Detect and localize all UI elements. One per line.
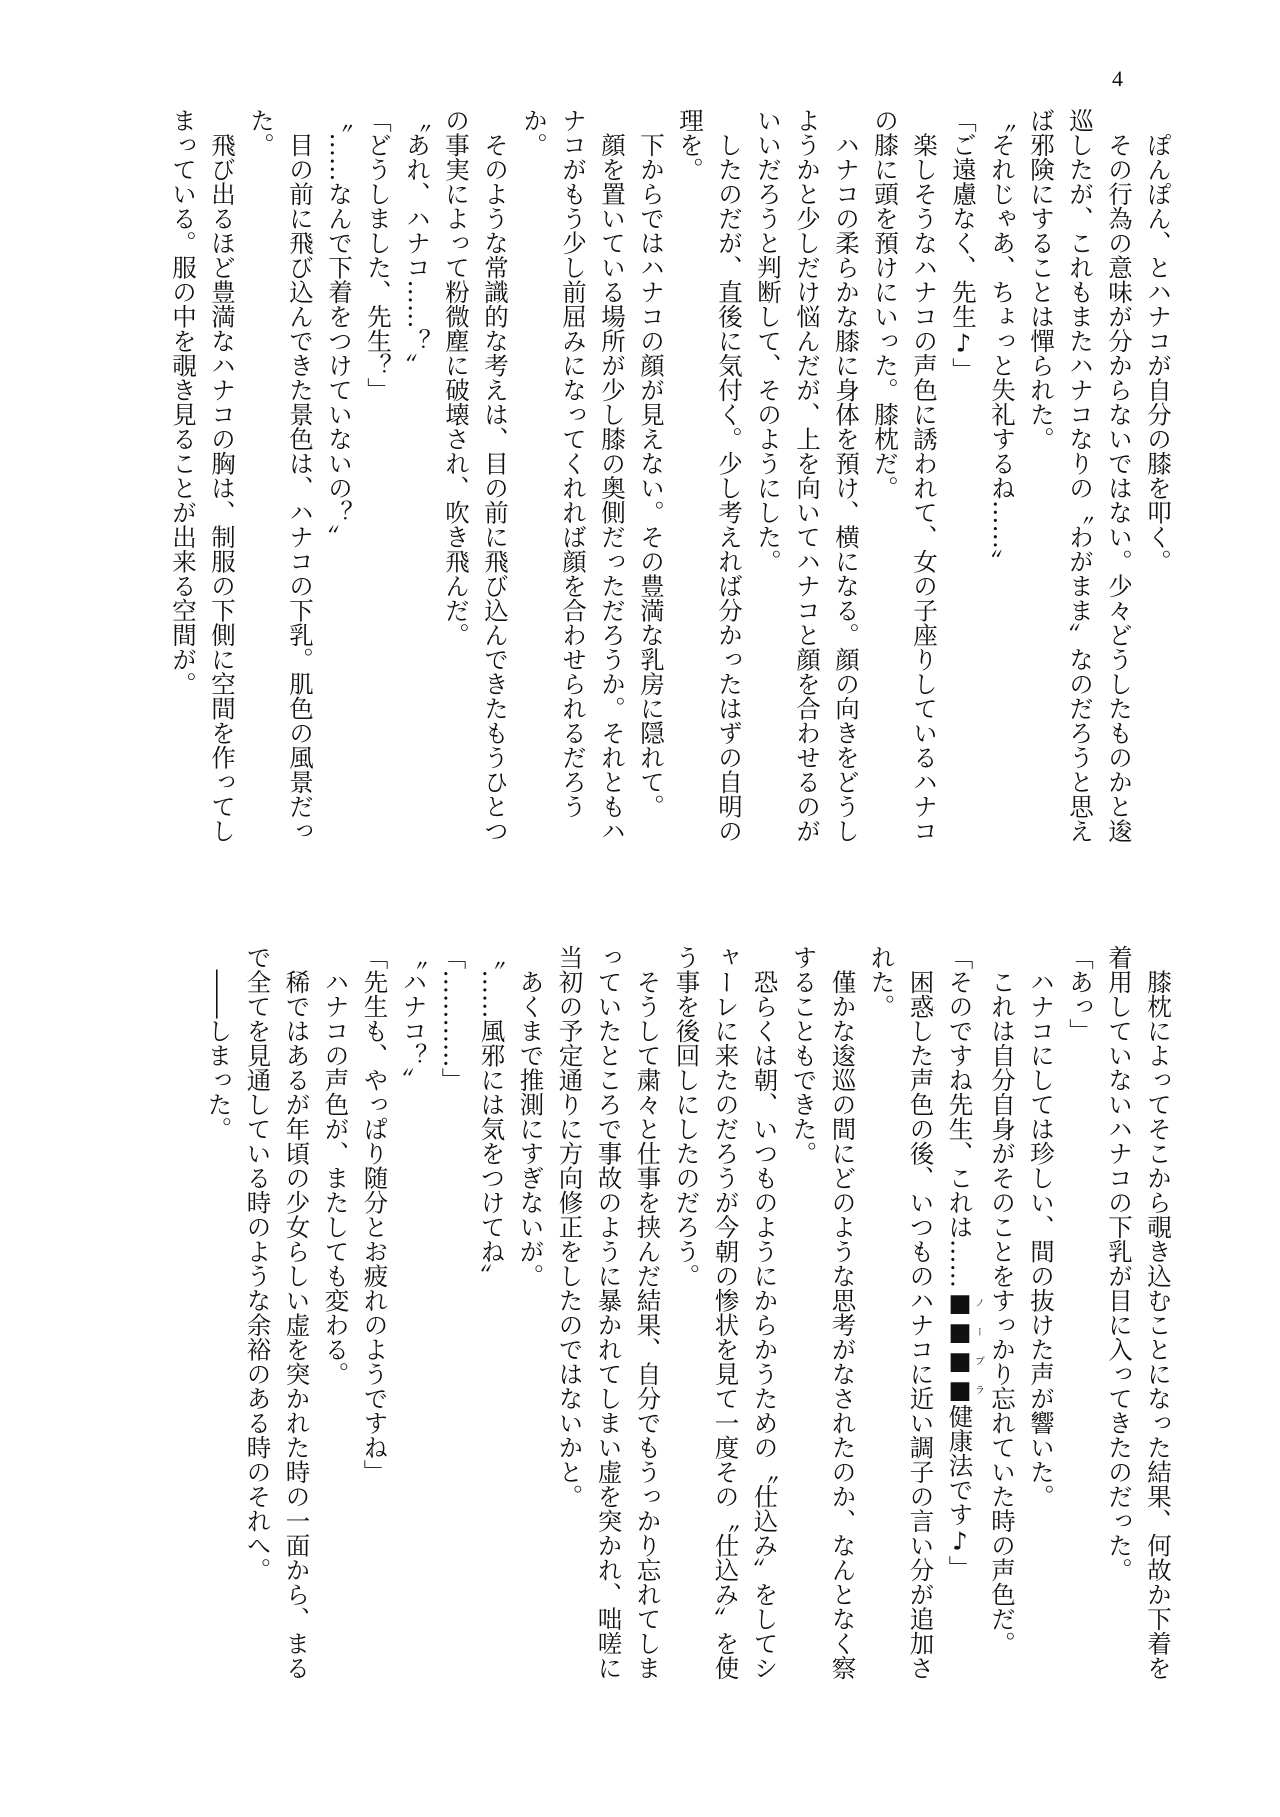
paragraph: 下からではハナコの顔が見えない。その豊満な乳房に隠れて。 — [637, 108, 666, 819]
paragraph: 顔を置いている場所が少し膝の奥側だっただろうか。それともハナコがもう少し前屈みになってくれれば顔を合わせられるだろうか。 — [520, 108, 627, 843]
ruby-line-before: 「そのですね先生、これは…… — [945, 945, 975, 1288]
paragraph: その行為の意味が分からないではない。少々どうしたものかと逡巡したが、これもまたハナコなりの〝わがまま〟なのだろうと思えば邪険にすることは憚られた。 — [1027, 108, 1134, 843]
paragraph: したのだが、直後に気付く。少し考えれば分かったはずの自明の理を。 — [676, 108, 744, 843]
paragraph: そうして粛々と仕事を挟んだ結果、自分でもうっかり忘れてしまっていたところで事故のように暴かれてしまい虚を突かれ、咄嗟に当初の予定通りに方向修正をしたのではないかと。 — [555, 945, 663, 1680]
ruby-line-after: 健康法です♪」 — [945, 1404, 975, 1580]
paragraph: 僅かな逡巡の間にどのような思考がなされたのか、なんとなく察することもできた。 — [789, 945, 858, 1680]
paragraph: 〝……風邪には気をつけてね〟 — [477, 945, 507, 1288]
ruby-annotation: ノーブラ — [972, 1288, 984, 1404]
paragraph: ――しまった。 — [204, 945, 234, 1141]
bottom-text-block — [198, 945, 1178, 1680]
paragraph: 膝枕によってそこから覗き込むことになった結果、何故か下着を着用していないハナコの下乳が目に入ってきたのだった。 — [1105, 945, 1173, 1680]
paragraph: 楽しそうなハナコの声色に誘われて、女の子座りしているハナコの膝に頭を預けにいった。膝枕だ。 — [871, 108, 939, 843]
paragraph: そのような常識的な考えは、目の前に飛び込んできたもうひとつの事実によって粉微塵に破壊され、吹き飛んだ。 — [442, 108, 510, 843]
paragraph: 目の前に飛び込んできた景色は、ハナコの下乳。肌色の風景だった。 — [247, 108, 315, 843]
paragraph: ハナコの柔らかな膝に身体を預け、横になる。顔の向きをどうしようかと少しだけ悩んだが、上を向いてハナコと顔を合わせるのがいいだろうと判断して、そのようにした。 — [754, 108, 861, 843]
paragraph: 「…………」 — [438, 945, 468, 1092]
paragraph: 〝ハナコ？〟 — [399, 945, 429, 1092]
page-number: 4 — [1112, 66, 1123, 91]
paragraph: 稀ではあるが年頃の少女らしい虚を突かれた時の一面から、まるで全てを見通している時のような余裕のある時のそれへ。 — [243, 945, 312, 1680]
paragraph: 「どうしました、先生？」 — [364, 108, 393, 402]
paragraph: 「先生も、やっぱり随分とお疲れのようですね」 — [360, 945, 390, 1484]
paragraph: 〝それじゃあ、ちょっと失礼するね……〟 — [988, 108, 1017, 574]
paragraph: あくまで推測にすぎないが。 — [516, 945, 546, 1288]
paragraph: 飛び出るほど豊満なハナコの胸は、制服の下側に空間を作ってしまっている。服の中を覗き見ることが出来る空間が。 — [169, 108, 237, 843]
paragraph: 「ご遠慮なく、先生♪」 — [949, 108, 978, 382]
censored-ruby — [945, 1288, 984, 1404]
paragraph: 恐らくは朝、いつものようにからかうための〝仕込み〟をしてシャーレに来たのだろうが今朝の惨状を見て一度その〝仕込み〟を使う事を後回しにしたのだろう。 — [672, 945, 780, 1680]
paragraph-with-ruby — [941, 945, 984, 1680]
paragraph: ハナコにしては珍しい、間の抜けた声が響いた。 — [1027, 945, 1056, 1509]
paragraph: 「あっ」 — [1066, 945, 1095, 1043]
paragraph: 〝……なんで下着をつけていないの？〟 — [325, 108, 354, 549]
paragraph: 困惑した声色の後、いつものハナコに近い調子の言い分が追加された。 — [867, 945, 936, 1680]
paragraph: ハナコの声色が、またしても変わる。 — [321, 945, 351, 1386]
top-text-block — [169, 108, 1178, 843]
paragraph: ぽんぽん、とハナコが自分の膝を叩く。 — [1144, 108, 1173, 574]
paragraph: これは自分自身がそのことをすっかり忘れていた時の声色だ。 — [988, 945, 1017, 1656]
censored-blocks: ■■■■ — [945, 1288, 975, 1404]
paragraph: 〝あれ、ハナコ……？〟 — [403, 108, 432, 378]
